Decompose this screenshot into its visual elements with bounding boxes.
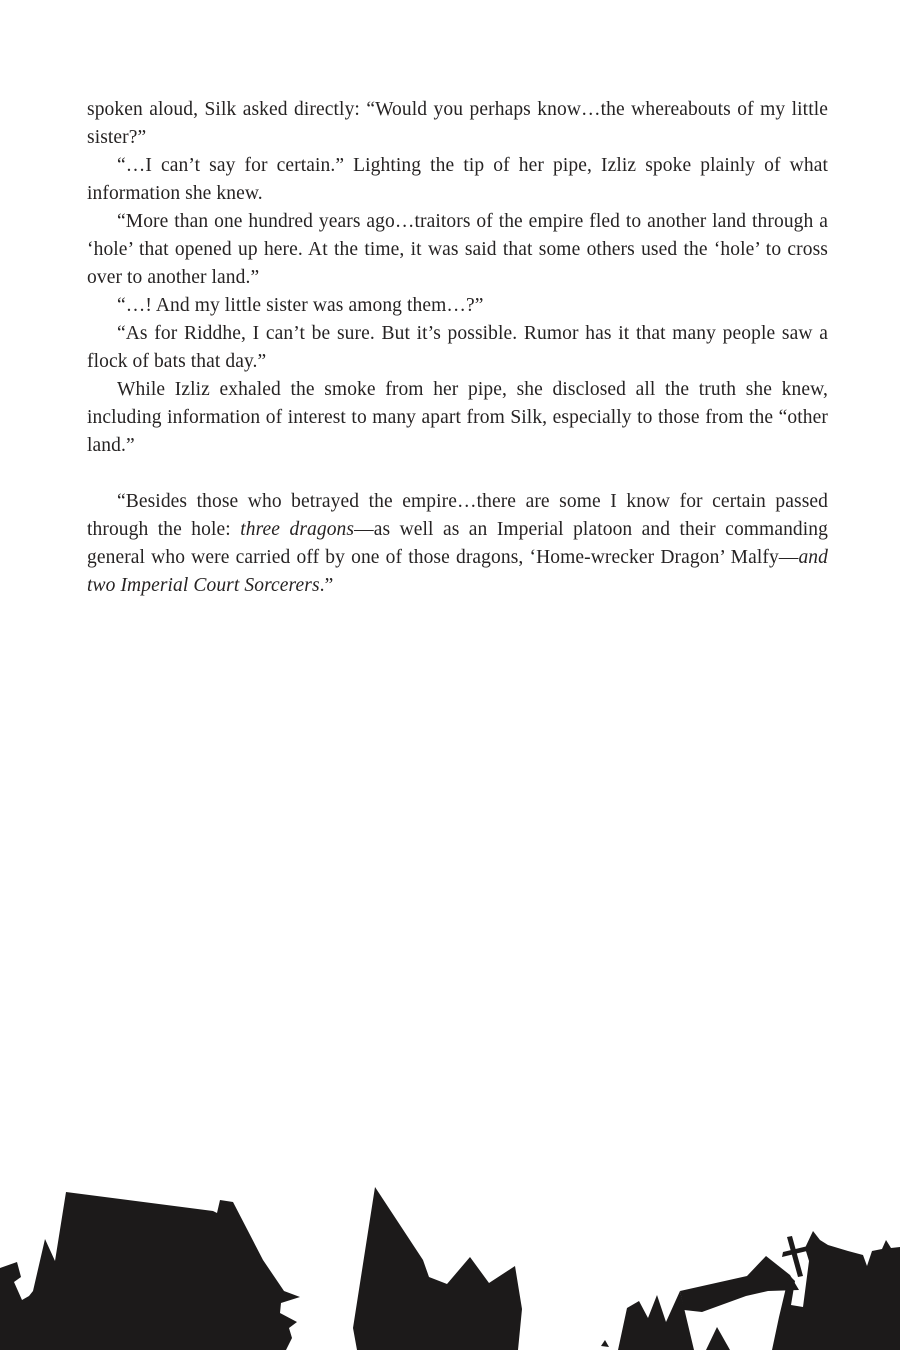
paragraph <box>87 488 828 600</box>
text-run: “…I can’t say for certain.” Lighting the tip of her pipe, Izliz spoke plainly of what information she knew. <box>87 155 828 204</box>
text-run: While Izliz exhaled the smoke from her pipe, she disclosed all the truth she knew, including information of interest to many apart from Silk, especially to those from the “other land.” <box>87 379 828 456</box>
text-run: spoken aloud, Silk asked directly: “Would you perhaps know…the whereabouts of my little sister?” <box>87 99 828 148</box>
text-run: “More than one hundred years ago…traitors of the empire fled to another land through a ‘hole’ that opened up here. At the time, it was said that some others used the ‘hole’ to cross over to another land.” <box>87 211 828 288</box>
small-spike-shape <box>706 1327 730 1350</box>
paragraph <box>87 292 828 320</box>
ridge-shape <box>680 1256 799 1312</box>
text-run: “As for Riddhe, I can’t be sure. But it’s possible. Rumor has it that many people saw a flock of bats that day.” <box>87 323 828 372</box>
collapsed-roof-shape <box>0 1192 300 1350</box>
text-run: “…! And my little sister was among them…?” <box>117 295 484 316</box>
debris-speck <box>601 1340 609 1347</box>
paragraph <box>87 376 828 460</box>
paragraph <box>87 152 828 208</box>
page-text <box>87 96 828 600</box>
paragraph <box>87 96 828 152</box>
paragraph <box>87 320 828 376</box>
grave-cross-icon <box>787 1236 803 1277</box>
paragraph <box>87 208 828 292</box>
ruins-silhouette-art <box>0 1150 900 1350</box>
text-run: “Besides those who betrayed the empire…there are some I know for certain passed through the hole: <box>87 491 828 540</box>
tall-spire-shape <box>353 1187 522 1350</box>
silhouette-shapes <box>0 1187 900 1350</box>
italic-text-run: three dragons <box>240 519 355 540</box>
italic-text-run: and two Imperial Court Sorcerers <box>87 547 828 596</box>
text-run: .” <box>319 575 334 596</box>
text-run: —as well as an Imperial platoon and their commanding general who were carried off by one of those dragons, ‘Home-wrecker Dragon’ Malfy— <box>87 519 828 568</box>
